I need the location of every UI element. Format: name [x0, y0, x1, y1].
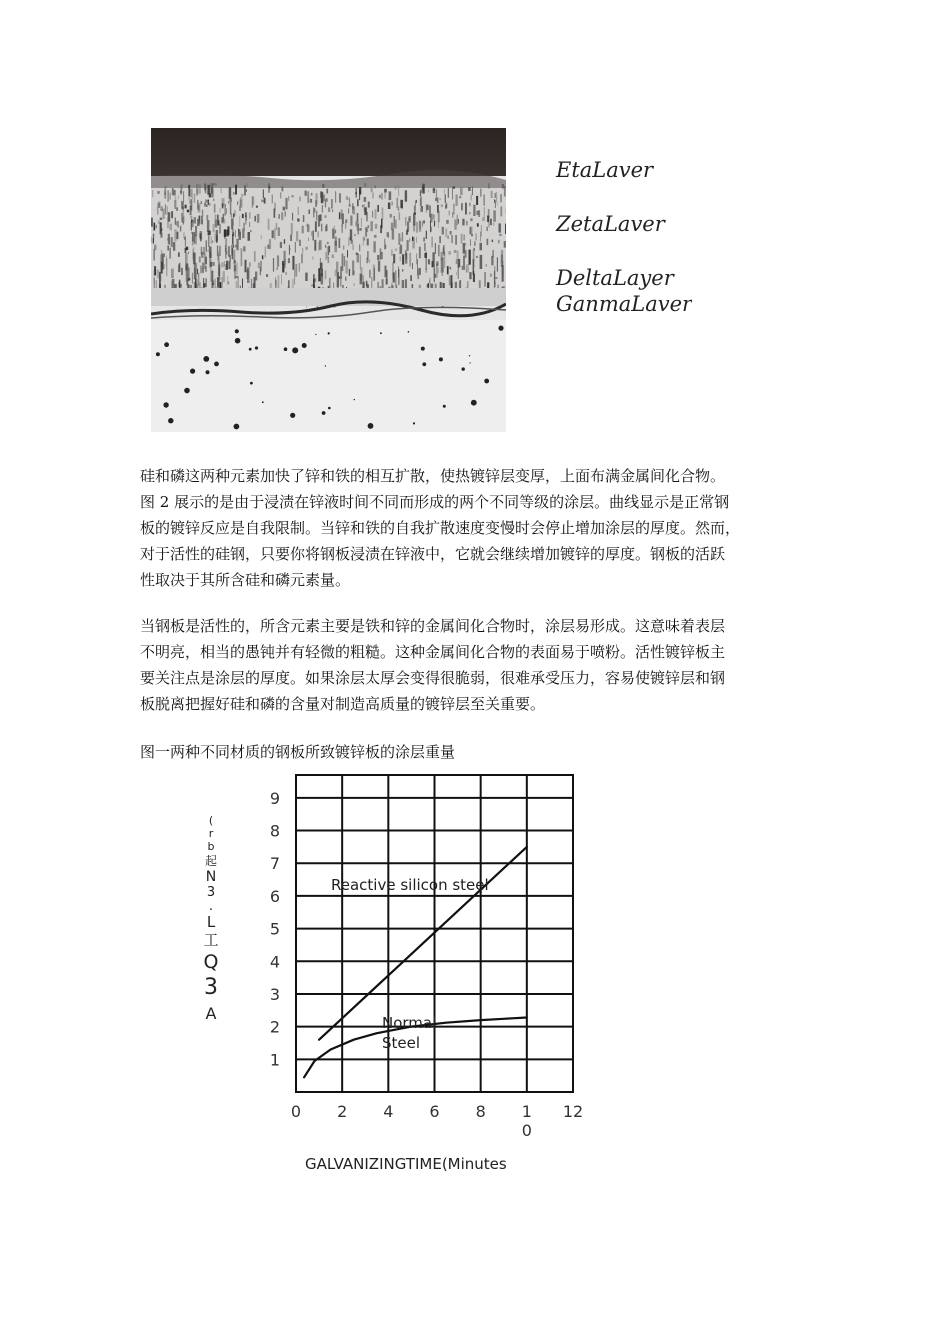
coating-weight-chart [190, 765, 610, 1185]
paragraph-line: 图 2 展示的是由于浸渍在锌液时间不同而形成的两个不同等级的涂层。曲线显示是正常钢 [140, 493, 730, 511]
paragraph-2 [140, 613, 820, 717]
paragraph-line: 对于活性的硅钢，只要你将钢板浸渍在锌液中，它就会继续增加镀锌的厚度。钢板的活跃 [140, 545, 726, 563]
paragraph-1 [140, 463, 820, 593]
paragraph-line: 不明亮，相当的愚钝并有轻微的粗糙。这种金属间化合物的表面易于喷粉。活性镀锌板主 [140, 643, 726, 661]
annotation-reactive-silicon-steel: Reactive silicon steel [331, 876, 489, 894]
y-tick-label: 7 [269, 854, 280, 874]
x-tick-label: 0 [290, 1102, 302, 1121]
y-axis-label-char: ( [208, 814, 214, 827]
paragraph-line: 硅和磷这两种元素加快了锌和铁的相互扩散，使热镀锌层变厚，上面布满金属间化合物。 [140, 467, 726, 485]
y-axis-label-char: A [205, 1004, 217, 1023]
figure-caption: 图一两种不同材质的钢板所致镀锌板的涂层重量 [140, 743, 456, 761]
delta-layer-label: DeltaLayer [556, 266, 674, 290]
y-tick-label: 8 [269, 821, 280, 841]
x-tick-label: 4 [383, 1102, 394, 1121]
y-axis-label-char: 3 [204, 975, 218, 1000]
y-tick-label: 2 [269, 1017, 280, 1037]
annotation-normal: Normal [382, 1014, 437, 1032]
y-tick-label: 4 [269, 952, 280, 972]
micrograph-image [151, 128, 506, 432]
y-axis-label-char: 工 [203, 931, 219, 949]
annotation-steel: Steel [382, 1034, 421, 1052]
paragraph-line: 板的镀锌反应是自我限制。当锌和铁的自我扩散速度变慢时会停止增加涂层的厚度。然而， [140, 519, 741, 537]
paragraph-line: 板脱离把握好硅和磷的含量对制造高质量的镀锌层至关重要。 [140, 695, 546, 713]
y-axis-label-char: b [207, 840, 215, 853]
y-axis-label-char: L [206, 913, 216, 931]
x-tick-label: 6 [429, 1102, 440, 1121]
y-axis-label-char: r [208, 827, 214, 840]
x-tick-label: 0 [521, 1121, 532, 1140]
x-axis-label: GALVANIZINGTIME(Minutes [305, 1155, 507, 1173]
y-axis-label-char: N [205, 869, 217, 885]
eta-layer-label: EtaLaver [556, 158, 654, 182]
y-tick-label: 9 [269, 788, 280, 808]
y-axis-label-char: 起 [204, 854, 217, 868]
y-tick-label: 6 [269, 886, 280, 906]
x-tick-labels [291, 1102, 583, 1140]
coating-micrograph [151, 128, 506, 432]
y-tick-label: 3 [269, 984, 280, 1004]
y-tick-label: 1 [269, 1050, 280, 1070]
gamma-layer-label: GanmaLaver [556, 292, 693, 312]
x-tick-label: 2 [337, 1102, 348, 1121]
zeta-layer-label: ZetaLaver [556, 212, 665, 236]
paragraph-line: 性取决于其所含硅和磷元素量。 [140, 571, 351, 589]
x-tick-label: 12 [562, 1102, 584, 1121]
y-axis-label-char: Q [203, 951, 219, 973]
paragraph-line: 要关注点是涂层的厚度。如果涂层太厚会变得很脆弱，很难承受压力，容易使镀锌层和钢 [140, 669, 726, 687]
x-tick-label: 8 [475, 1102, 486, 1121]
y-axis-label-char: . [208, 899, 214, 914]
y-axis-label-char: 3 [206, 885, 216, 900]
x-tick-label: 1 [521, 1102, 532, 1121]
paragraph-line: 当钢板是活性的，所含元素主要是铁和锌的金属间化合物时，涂层易形成。这意味着表层 [140, 617, 726, 635]
y-tick-label: 5 [269, 919, 280, 939]
y-tick-labels [270, 789, 280, 1069]
